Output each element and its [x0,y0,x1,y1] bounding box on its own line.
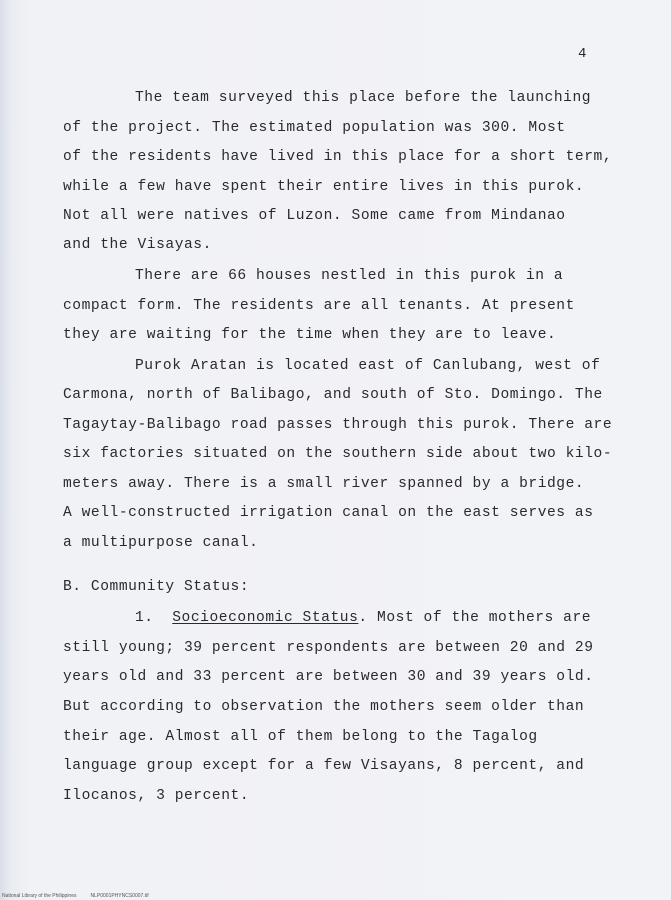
paragraph-3-line-2: Carmona, north of Balibago, and south of Sto. Domingo. The [63,387,603,403]
paragraph-3-line-7: a multipurpose canal. [63,535,259,551]
paragraph-3-line-5: meters away. There is a small river spanned by a bridge. [63,476,585,492]
paragraph-3-line-6: A well-constructed irrigation canal on the east serves as [63,505,594,521]
paragraph-4-line-7: Ilocanos, 3 percent. [63,788,250,804]
list-number: 1. [135,610,154,626]
paragraph-4-line-4: But according to observation the mothers seem older than [63,699,585,715]
paragraph-1-line-2: of the project. The estimated population was 300. Most [63,120,566,136]
subsection-title: Socioeconomic Status [172,610,359,626]
paragraph-3-line-3: Tagaytay-Balibago road passes through this purok. There are [63,417,613,433]
footer-code: NLP0001PHYNCS0007.tif [90,893,149,899]
paragraph-4-line-3: years old and 33 percent are between 30 and 39 years old. [63,669,594,685]
paragraph-3-line-1: Purok Aratan is located east of Canlubang, west of [135,358,601,374]
paragraph-1-line-1: The team surveyed this place before the launching [135,90,592,106]
scan-footer [2,893,163,899]
paragraph-2-line-2: compact form. The residents are all tenants. At present [63,298,575,314]
paragraph-2-line-1: There are 66 houses nestled in this purok in a [135,268,564,284]
paragraph-3-line-4: six factories situated on the southern side about two kilo- [63,446,613,462]
page-number: 4 [578,46,587,62]
paragraph-4-line-1 [135,610,591,626]
paragraph-4-line-6: language group except for a few Visayans, 8 percent, and [63,758,585,774]
paragraph-4-line-1-rest: . Most of the mothers are [358,610,592,626]
footer-institution: National Library of the Philippines [2,893,77,899]
paragraph-2-line-3: they are waiting for the time when they are to leave. [63,327,557,343]
paragraph-1-line-3: of the residents have lived in this place for a short term, [63,149,613,165]
paragraph-1-line-5: Not all were natives of Luzon. Some came from Mindanao [63,208,566,224]
paragraph-1-line-6: and the Visayas. [63,237,212,253]
paragraph-1-line-4: while a few have spent their entire lives in this purok. [63,179,585,195]
section-b-heading: B. Community Status: [63,579,250,595]
paragraph-4-line-2: still young; 39 percent respondents are between 20 and 29 [63,640,594,656]
paragraph-4-line-5: their age. Almost all of them belong to the Tagalog [63,729,538,745]
